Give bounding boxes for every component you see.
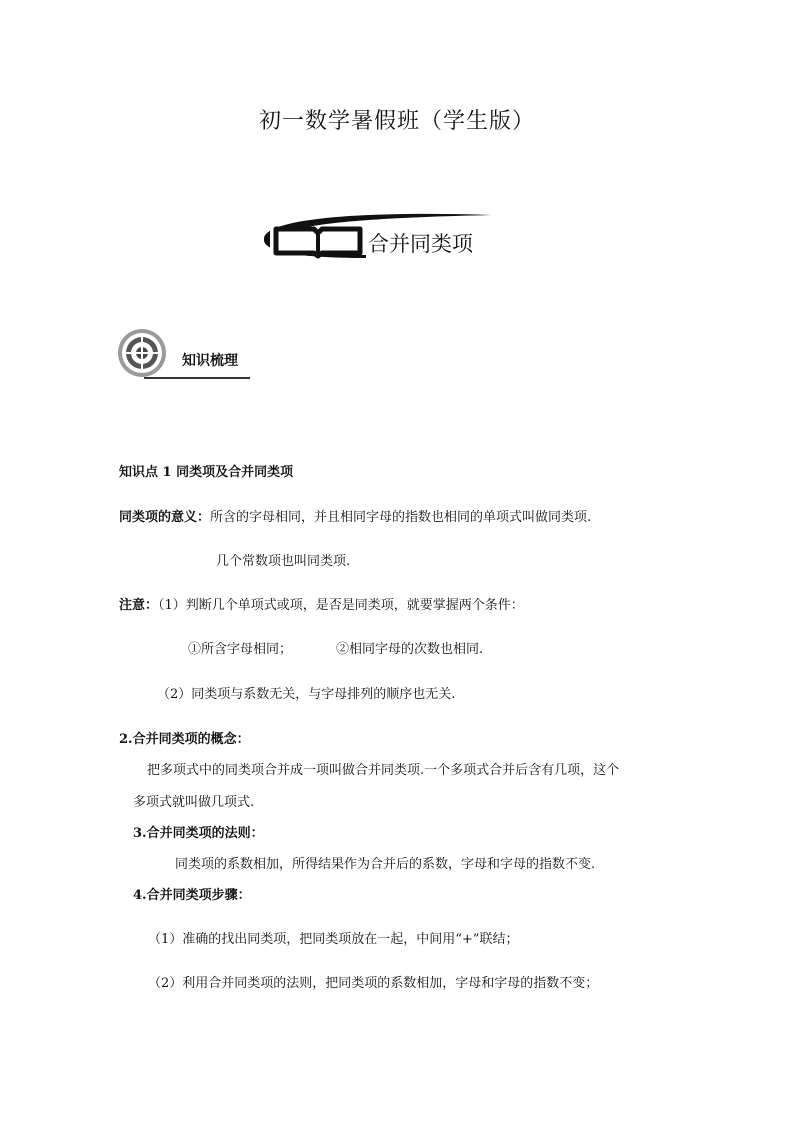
heading-3: 3.合并同类项的法则： — [133, 826, 264, 841]
def-text: 所含的字母相同，并且相同字母的指数也相同的单项式叫做同类项. — [210, 510, 592, 525]
def-text-2: 几个常数项也叫同类项. — [216, 554, 351, 569]
para-2-line-1: 把多项式中的同类项合并成一项叫做合并同类项.一个多项式合并后含有几项，这个 — [147, 763, 620, 778]
definition-line — [119, 509, 591, 527]
note-2: （2）同类项与系数无关，与字母排列的顺序也无关. — [157, 687, 456, 702]
page-title: 初一数学暑假班（学生版） — [258, 109, 535, 134]
para-3: 同类项的系数相加，所得结果作为合并后的系数，字母和字母的指数不变. — [175, 857, 596, 872]
condition-1: ①所含字母相同； — [188, 642, 293, 657]
def-label: 同类项的意义： — [119, 510, 211, 525]
heading-4: 4.合并同类项步骤： — [133, 888, 251, 903]
section-label: 知识梳理 — [182, 353, 238, 369]
note-1: （1）判断几个单项式或项，是否是同类项，就要掌握两个条件： — [158, 598, 524, 613]
kp1-heading: 知识点 1 同类项及合并同类项 — [119, 465, 294, 480]
para-2-line-2: 多项式就叫做几项式. — [133, 795, 255, 810]
condition-2: ②相同字母的次数也相同. — [336, 642, 484, 657]
step-1: （1）准确的找出同类项，把同类项放在一起，中间用“+”联结； — [148, 932, 519, 947]
note-line — [119, 597, 524, 615]
note-label: 注意： — [119, 598, 159, 613]
heading-2: 2.合并同类项的概念： — [119, 732, 250, 747]
step-2: （2）利用合并同类项的法则，把同类项的系数相加，字母和字母的指数不变； — [148, 976, 599, 991]
banner-title: 合并同类项 — [368, 232, 473, 256]
